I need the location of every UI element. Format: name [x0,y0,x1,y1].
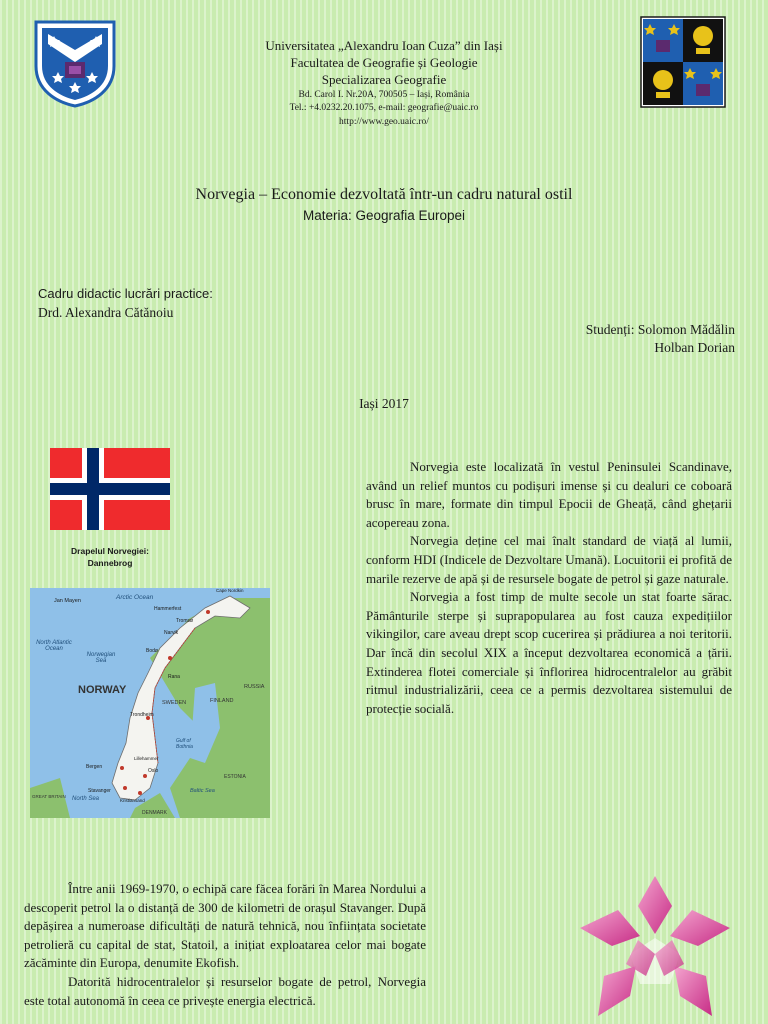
faculty-crest [640,16,726,108]
students-line2: Holban Dorian [654,340,735,355]
students-line1: Studenți: Solomon Mădălin [585,322,735,337]
map-label-tromso: Tromsø [176,618,194,624]
map-label-north-atlantic: North Atlantic Ocean [36,640,72,652]
page-title [80,186,688,204]
title-bold: Economie dezvoltată într [271,186,432,203]
map-label-hammerfest: Hammerfest [154,606,182,612]
bottom-text-block [24,880,426,1010]
right-text-block [366,458,732,718]
map-label-finland: FINLAND [210,698,234,704]
map-label-baltic-sea: Baltic Sea [190,788,215,794]
title-prefix: Norvegia – [195,186,272,203]
map-label-sweden: SWEDEN [162,700,187,706]
header-specialization: Specializarea Geografie [321,72,447,87]
map-label-norway: NORWAY [78,684,127,696]
place-year: Iași 2017 [359,396,409,411]
norway-map [30,588,270,818]
staff-role: Cadru didactic lucrări practice: [38,286,213,301]
header-address: Bd. Carol I. Nr.20A, 700505 – Iași, România [298,90,470,100]
bottom-paragraph-2: Datorită hidrocentralelor și resurselor bogate de petrol, Norvegia este total autonomă în ceea ce privește energia electrică. [24,973,426,1008]
map-label-rana: Rana [168,674,180,680]
map-label-gulf-bothnia: Gulf of Bothnia [176,738,193,750]
bottom-paragraph-1: Între anii 1969-1970, o echipă care făcea forări în Marea Nordului a descoperit petrol la o distanță de 300 de kilometri de orașul Stavanger. După depășirea a numeroase dificultăți de natură tehnică, nou înființata societate petrolieră cu capital de stat, Statoil, a inițiat exploatarea celor mai bogate zăcăminte din Europa, denumite Ekofish. [24,881,426,971]
flag-caption-line2: Dannebrog [87,558,133,568]
map-label-oslo: Oslo [148,768,159,774]
right-paragraph-2: Norvegia deține cel mai înalt standard de viață al lumii, conform HDI (Indicele de Dezvoltare Umană). Locuitorii ei profită de marile rezerve de apă și de resursele bogate de petrol și gaze naturale. [366,533,732,586]
flag-caption [38,545,182,569]
star-logo [580,876,730,1024]
map-label-cape-nordkin: Cape Nordkin [216,588,244,593]
right-paragraph-1: Norvegia este localizată în vestul Peninsulei Scandinave, având un relief muntos cu podișuri imense și cu dealuri ce coboară brusc în mare, formate din timpul Epocii de Gheață, când ghețarii acopereau zona. [366,459,732,530]
map-label-trondheim: Trondheim [130,712,154,718]
map-label-north-sea: North Sea [72,796,100,802]
staff-name: Drd. Alexandra Cătănoiu [38,305,174,320]
map-label-stavanger: Stavanger [88,788,111,794]
map-label-great-britain: GREAT BRITAIN [32,794,66,799]
flag-caption-line1: Drapelul Norvegiei: [71,546,149,556]
page-subtitle: Materia: Geografia Europei [302,208,466,223]
map-label-bodo: Bodø [146,648,158,654]
map-label-jan-mayen: Jan Mayen [54,598,81,604]
map-label-bergen: Bergen [86,764,103,770]
university-crest [34,20,116,108]
map-label-estonia: ESTONIA [224,774,246,780]
right-paragraph-3: Norvegia a fost timp de multe secole un stat foarte sărac. Pământurile sterpe și suprapopularea au fost cauza expedițiilor vikingilor, care aveau drept scop cucerirea și prădiurea a noi teritorii. Dar încă din secolul XIX a început dezvoltarea economică a țării. Extinderea flotei comerciale și înflorirea hidrocentralelor au grăbit ritmul industrializării, ceea ce a permis dezvoltarea sistemului de protecție socială. [366,589,732,716]
map-label-denmark: DENMARK [142,810,168,816]
header-university: Universitatea „Alexandru Ioan Cuza” din Iași [265,38,503,53]
map-label-norwegian-sea: Norwegian Sea [86,652,116,664]
map-label-lillehammer: Lillehammer [134,756,159,761]
header-website[interactable]: http://www.geo.uaic.ro/ [339,117,429,127]
norway-flag [50,448,170,530]
map-label-arctic-ocean: Arctic Ocean [116,594,154,601]
map-label-narvik: Narvik [164,630,179,636]
title-suffix: -un cadru natural ostil [431,186,573,203]
header-contact: Tel.: +4.0232.20.1075, e-mail: geografie@uaic.ro [289,103,479,113]
header-faculty: Facultatea de Geografie și Geologie [290,55,478,70]
map-label-kristiansand: Kristiansand [120,798,145,803]
map-label-russia: RUSSIA [244,684,265,690]
